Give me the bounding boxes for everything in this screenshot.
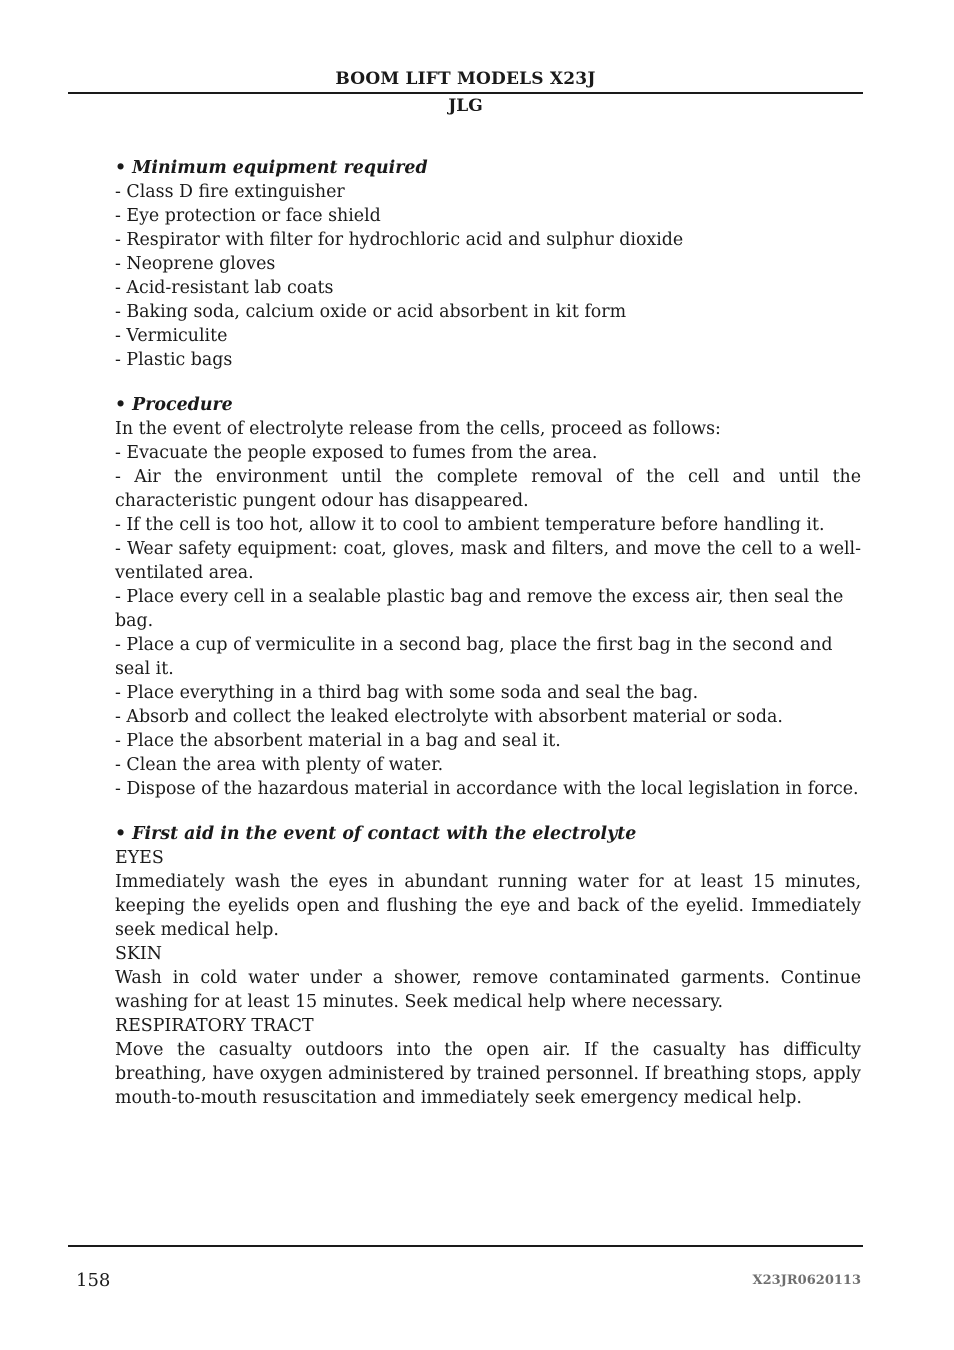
list-item: - Absorb and collect the leaked electrolyte with absorbent material or soda.: [115, 707, 783, 727]
procedure-intro: In the event of electrolyte release from the cells, proceed as follows:: [115, 419, 721, 439]
document-code: X23JR0620113: [752, 1273, 861, 1288]
first-aid-section: [115, 822, 861, 1110]
list-item: - Air the environment until the complete removal of the cell and until the characteristic pungent odour has disappeared.: [115, 467, 861, 511]
list-item: - Class D fire extinguisher: [115, 182, 345, 202]
list-item: - Place everything in a third bag with some soda and seal the bag.: [115, 683, 699, 703]
page-number: 158: [76, 1270, 111, 1291]
subheading-eyes: EYES: [115, 848, 164, 868]
list-item: - Vermiculite: [115, 326, 228, 346]
section-title-first-aid: • First aid in the event of contact with the electrolyte: [115, 824, 637, 844]
paragraph-skin: Wash in cold water under a shower, remove contaminated garments. Continue washing for at least 15 minutes. Seek medical help where necessary.: [115, 968, 861, 1012]
header-divider: [68, 92, 863, 94]
subheading-skin: SKIN: [115, 944, 162, 964]
list-item: - Evacuate the people exposed to fumes from the area.: [115, 443, 598, 463]
list-item: - Clean the area with plenty of water.: [115, 755, 444, 775]
subheading-respiratory: RESPIRATORY TRACT: [115, 1016, 314, 1036]
list-item: - Place every cell in a sealable plastic bag and remove the excess air, then seal the bag.: [115, 587, 844, 631]
procedure-section: [115, 393, 861, 801]
list-item: - Dispose of the hazardous material in accordance with the local legislation in force.: [115, 779, 859, 799]
paragraph-eyes: Immediately wash the eyes in abundant running water for at least 15 minutes, keeping the eyelids open and flushing the eye and back of the eyelid. Immediately seek medical help.: [115, 872, 861, 940]
section-title-equipment: • Minimum equipment required: [115, 158, 428, 178]
list-item: - Respirator with filter for hydrochloric acid and sulphur dioxide: [115, 230, 684, 250]
list-item: - Neoprene gloves: [115, 254, 276, 274]
list-item: - If the cell is too hot, allow it to cool to ambient temperature before handling it.: [115, 515, 825, 535]
paragraph-respiratory: Move the casualty outdoors into the open air. If the casualty has difficulty breathing, have oxygen administered by trained personnel. If breathing stops, apply mouth-to-mouth resuscitation and immediately seek emergency medical help.: [115, 1040, 861, 1108]
list-item: - Place the absorbent material in a bag and seal it.: [115, 731, 561, 751]
document-header-title: BOOM LIFT MODELS X23J: [335, 69, 596, 89]
page-content: [115, 156, 861, 1131]
footer-divider: [68, 1245, 863, 1247]
section-title-procedure: • Procedure: [115, 395, 233, 415]
list-item: - Eye protection or face shield: [115, 206, 381, 226]
list-item: - Plastic bags: [115, 350, 233, 370]
list-item: - Wear safety equipment: coat, gloves, mask and filters, and move the cell to a well-ventilated area.: [115, 539, 861, 583]
list-item: - Place a cup of vermiculite in a second bag, place the first bag in the second and seal it.: [115, 635, 833, 679]
list-item: - Baking soda, calcium oxide or acid absorbent in kit form: [115, 302, 627, 322]
document-header-brand: JLG: [448, 96, 483, 116]
equipment-section: [115, 156, 861, 372]
list-item: - Acid-resistant lab coats: [115, 278, 334, 298]
